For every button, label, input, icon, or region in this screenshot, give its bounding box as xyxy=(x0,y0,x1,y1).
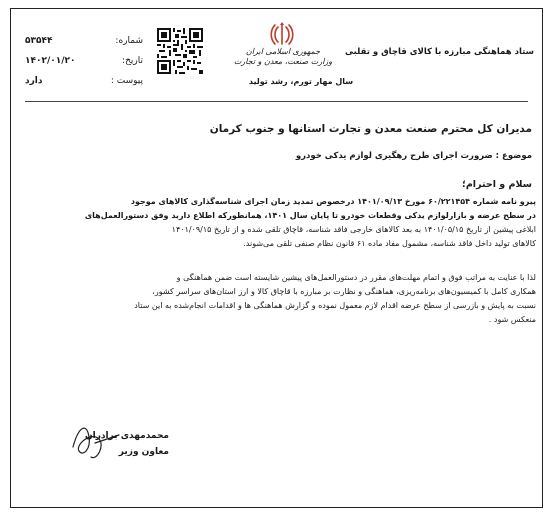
qr-code-icon xyxy=(157,28,203,74)
letter-subject: موضوع : ضرورت اجرای طرح رهگیری لوازم یدکی خودرو xyxy=(295,151,532,161)
paragraph-one-line: در سطح عرضه و بازارلوازم یدکی وقطعات خودرو تا پایان سال ۱۴۰۱، همانطورکه اطلاع دارید وفق دستورالعمل‌های xyxy=(84,211,536,220)
paragraph-one-line: کالاهای تولید داخل فاقد شناسه، مشمول مفاد ماده ۶۱ قانون نظام صنفی تلقی می‌شوند. xyxy=(243,239,536,248)
letter-date-value: ۱۴۰۲/۰۱/۲۰ xyxy=(25,56,76,66)
letter-date-row xyxy=(25,51,143,71)
year-motto: سال مهار تورم، رشد تولید xyxy=(248,77,354,86)
organization-name: ستاد هماهنگی مبارزه با کالای قاچاق و تقلبی xyxy=(345,47,534,57)
ministry-name: وزارت صنعت، معدن و تجارت xyxy=(233,57,333,66)
paragraph-two-line: همکاری کامل با کمیسیون‌های برنامه‌ریزی، هماهنگی و نظارت بر مبارزه با قاچاق کالا و ارز استان‌های سراسر کشور، xyxy=(152,287,536,296)
letter-attachment-value: دارد xyxy=(25,76,43,86)
paragraph-two-line: منعکس شود . xyxy=(488,315,536,324)
signer-title: معاون وزیر xyxy=(118,447,169,457)
letter-number-value: ۵۳۵۴۴ xyxy=(25,36,53,46)
letter-page xyxy=(10,8,543,508)
signer-name: محمدمهدی برادران xyxy=(84,431,169,441)
paragraph-two-line: لذا با عنایت به مراتب فوق و اتمام مهلت‌های مقرر در دستورالعمل‌های پیشین شایسته است ضمن هماهنگی و xyxy=(176,273,536,282)
letter-addressee: مدیران کل محترم صنعت معدن و تجارت استانها و جنوب کرمان xyxy=(209,123,532,135)
paragraph-one xyxy=(18,195,536,251)
header-divider xyxy=(25,101,528,102)
signature-block xyxy=(69,417,169,477)
handwritten-signature xyxy=(69,417,129,467)
paragraph-two-line: نسبت به پایش و بازرسی از سطح عرضه اقدام لازم معمول نموده و گزارش هماهنگی ها و اقدامات انجام‌شده به این ستاد xyxy=(134,301,536,310)
paragraph-one-line: ابلاغی پیشین از تاریخ ۱۴۰۱/۰۵/۱۵ به بعد کالاهای خارجی فاقد شناسه، قاچاق تلقی شده و از تاریخ ۱۴۰۱/۰۹/۱۵ xyxy=(171,225,536,234)
letter-number-label: شماره: xyxy=(115,36,143,46)
ministry-title xyxy=(233,47,333,67)
letter-date-label: تاریخ: xyxy=(122,56,143,66)
paragraph-two xyxy=(18,271,536,327)
letter-attachment-label: پیوست : xyxy=(110,76,143,86)
iran-emblem-icon xyxy=(269,21,295,47)
letter-meta xyxy=(25,31,143,91)
ministry-country: جمهوری اسلامی ایران xyxy=(245,47,321,56)
letter-greeting: سلام و احترام؛ xyxy=(462,179,532,190)
paragraph-one-line: پیرو نامه شماره ۶۰/۲۲۱۴۵۴ مورخ ۱۴۰۱/۰۹/۱۳ درخصوص تمدید زمان اجرای شناسه‌گذاری کالاهای موجود xyxy=(130,197,536,206)
letter-attachment-row xyxy=(25,71,143,91)
letter-number-row xyxy=(25,31,143,51)
